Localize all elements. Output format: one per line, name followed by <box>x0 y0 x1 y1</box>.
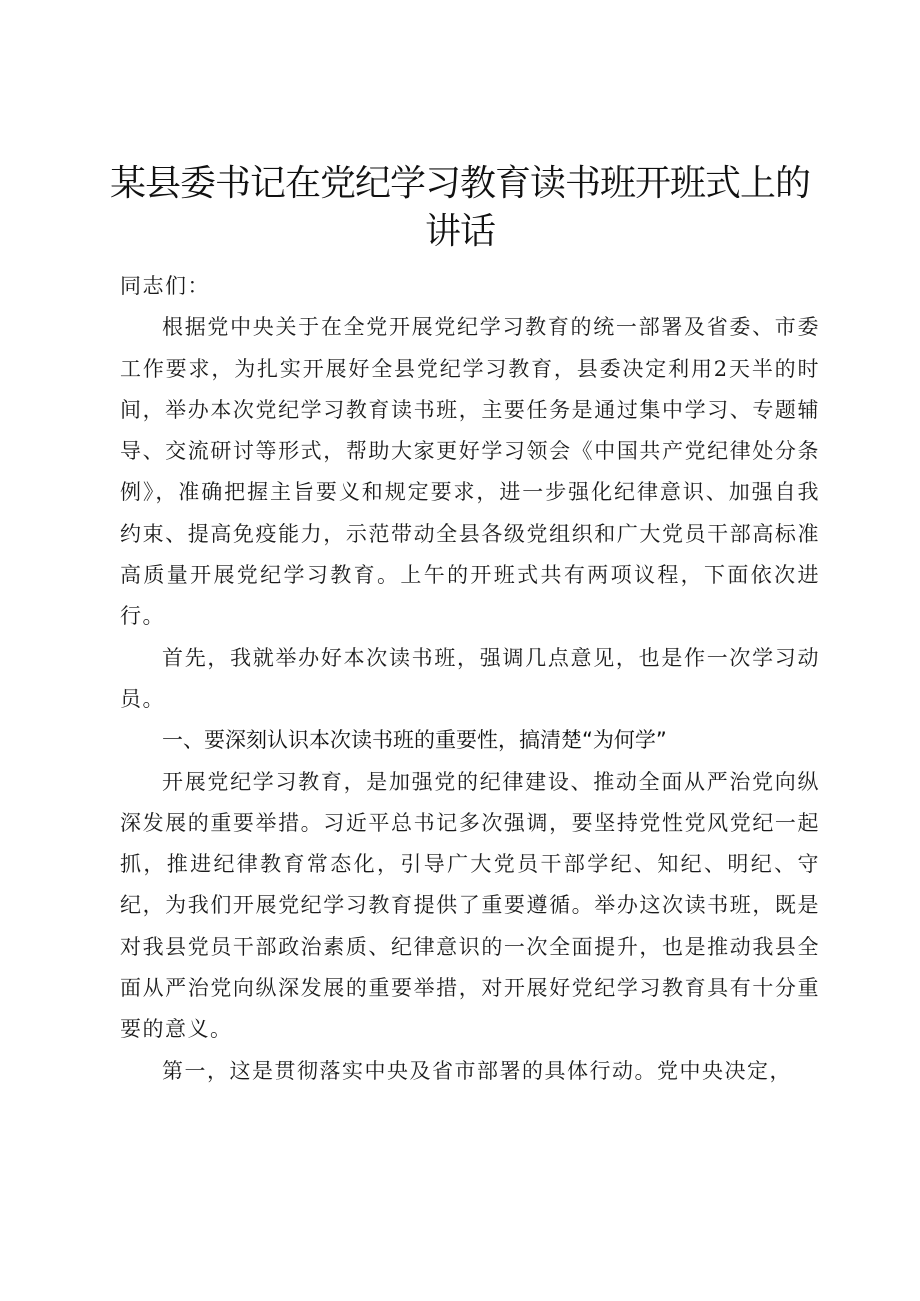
salutation: 同志们： <box>120 274 210 298</box>
document-body <box>120 266 820 1092</box>
paragraph-mobilization: 首先，我就举办好本次读书班，强调几点意见，也是作一次学习动员。 <box>120 645 820 711</box>
paragraph-first-point: 第一，这是贯彻落实中央及省市部署的具体行动。党中央决定， <box>162 1058 792 1083</box>
paragraph-significance: 开展党纪学习教育，是加强党的纪律建设、推动全面从严治党向纵深发展的重要举措。习近平总书记多次强调，要坚持党性党风党纪一起抓，推进纪律教育常态化，引导广大党员干部学纪、知纪、明纪、守纪，为我们开展党纪学习教育提供了重要遵循。举办这次读书班，既是对我县党员干部政治素质、纪律意识的一次全面提升，也是推动我县全面从严治党向纵深发展的重要举措，对开展好党纪学习教育具有十分重要的意义。 <box>120 769 820 1042</box>
paragraph-intro: 根据党中央关于在全党开展党纪学习教育的统一部署及省委、市委工作要求，为扎实开展好全县党纪学习教育，县委决定利用2天半的时间，举办本次党纪学习教育读书班，主要任务是通过集中学习、专题辅导、交流研讨等形式，帮助大家更好学习领会《中国共产党纪律处分条例》，准确把握主旨要义和规定要求，进一步强化纪律意识、加强自我约束、提高免疫能力，示范带动全县各级党组织和广大党员干部高标准高质量开展党纪学习教育。上午的开班式共有两项议程，下面依次进行。 <box>120 315 820 629</box>
section-heading-1: 一、要深刻认识本次读书班的重要性，搞清楚“为何学” <box>162 728 667 753</box>
document-title: 某县委书记在党纪学习教育读书班开班式上的讲话 <box>109 163 810 252</box>
